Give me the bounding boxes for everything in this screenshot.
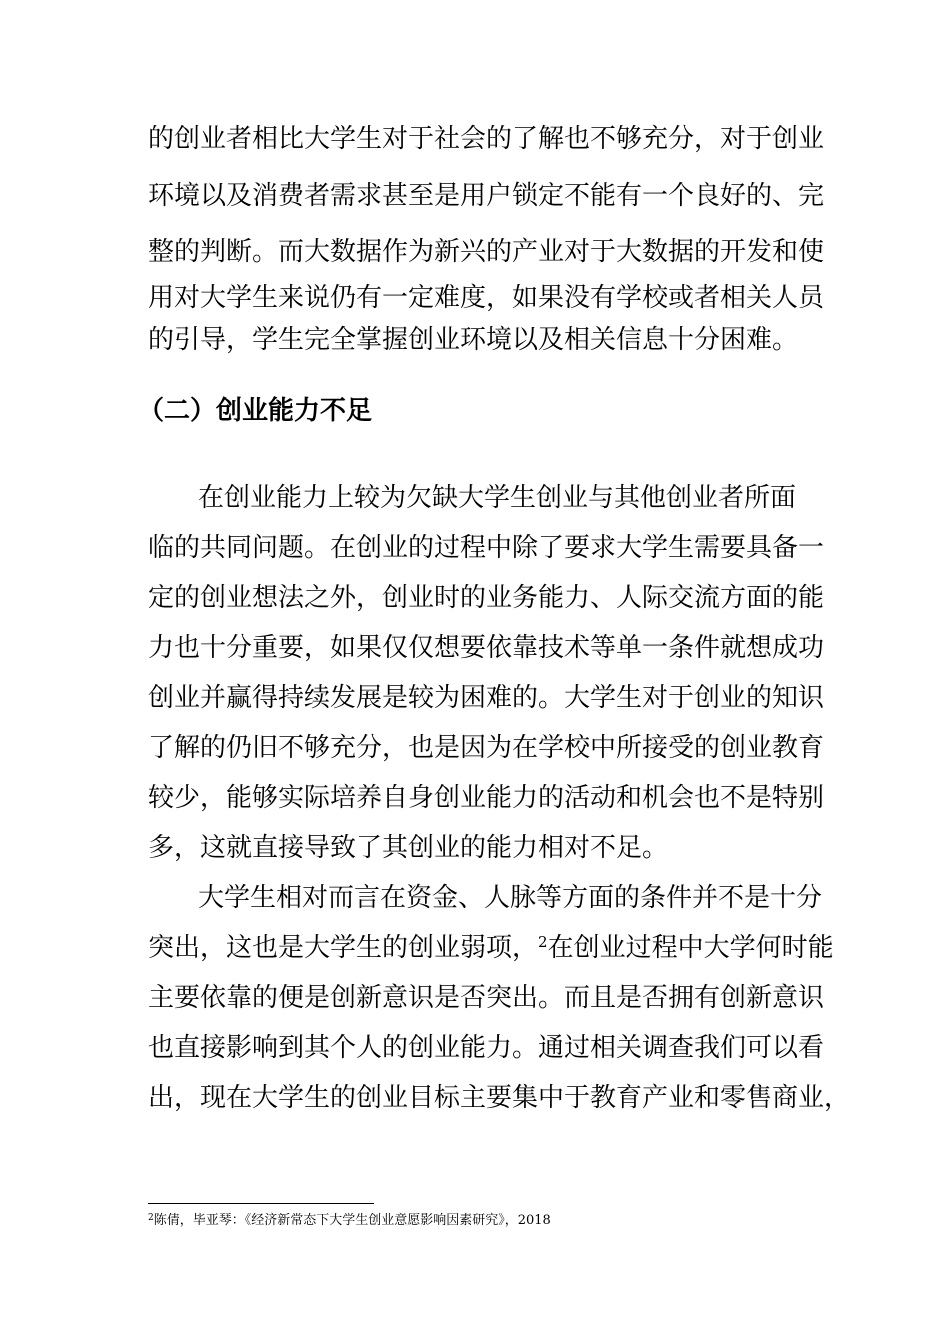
body-text-line: 较少，能够实际培养自身创业能力的活动和机会也不是特别 bbox=[148, 783, 825, 813]
body-text-line: 创业并赢得持续发展是较为困难的。大学生对于创业的知识 bbox=[148, 683, 825, 713]
body-text-segment: 突出，这也是大学生的创业弱项， bbox=[148, 933, 539, 963]
body-text-line: 整的判断。而大数据作为新兴的产业对于大数据的开发和使 bbox=[148, 237, 825, 267]
body-text-line: 临的共同问题。在创业的过程中除了要求大学生需要具备一 bbox=[148, 533, 825, 563]
body-text-line: 环境以及消费者需求甚至是用户锁定不能有一个良好的、完 bbox=[148, 181, 825, 211]
footnote-mark: 2 bbox=[148, 1213, 154, 1223]
body-text-line: 主要依靠的便是创新意识是否突出。而且是否拥有创新意识 bbox=[148, 983, 825, 1013]
body-text-line bbox=[148, 931, 834, 965]
body-text-line: 的创业者相比大学生对于社会的了解也不够充分，对于创业 bbox=[148, 124, 825, 154]
body-text-line: 也直接影响到其个人的创业能力。通过相关调查我们可以看 bbox=[148, 1033, 825, 1063]
section-heading: （二）创业能力不足 bbox=[138, 396, 373, 426]
footnote-reference[interactable]: 2 bbox=[538, 933, 548, 951]
body-text-line: 在创业能力上较为欠缺大学生创业与其他创业者所面 bbox=[198, 483, 797, 513]
body-text-segment: 在创业过程中大学何时能 bbox=[547, 933, 834, 963]
body-text-line: 了解的仍旧不够充分，也是因为在学校中所接受的创业教育 bbox=[148, 733, 825, 763]
body-text-line: 出，现在大学生的创业目标主要集中于教育产业和零售商业， bbox=[148, 1083, 851, 1113]
body-text-line: 用对大学生来说仍有一定难度，如果没有学校或者相关人员 bbox=[148, 283, 825, 313]
footnote-divider bbox=[148, 1203, 374, 1204]
footnote bbox=[148, 1212, 551, 1231]
body-text-line: 的引导，学生完全掌握创业环境以及相关信息十分困难。 bbox=[148, 325, 799, 355]
body-text-line: 大学生相对而言在资金、人脉等方面的条件并不是十分 bbox=[198, 883, 823, 913]
body-text-line: 定的创业想法之外，创业时的业务能力、人际交流方面的能 bbox=[148, 583, 825, 613]
footnote-text: 陈倩，毕亚琴：《经济新常态下大学生创业意愿影响因素研究》，2018 bbox=[153, 1213, 551, 1228]
body-text-line: 多，这就直接导致了其创业的能力相对不足。 bbox=[148, 833, 669, 863]
body-text-line: 力也十分重要，如果仅仅想要依靠技术等单一条件就想成功 bbox=[148, 633, 825, 663]
